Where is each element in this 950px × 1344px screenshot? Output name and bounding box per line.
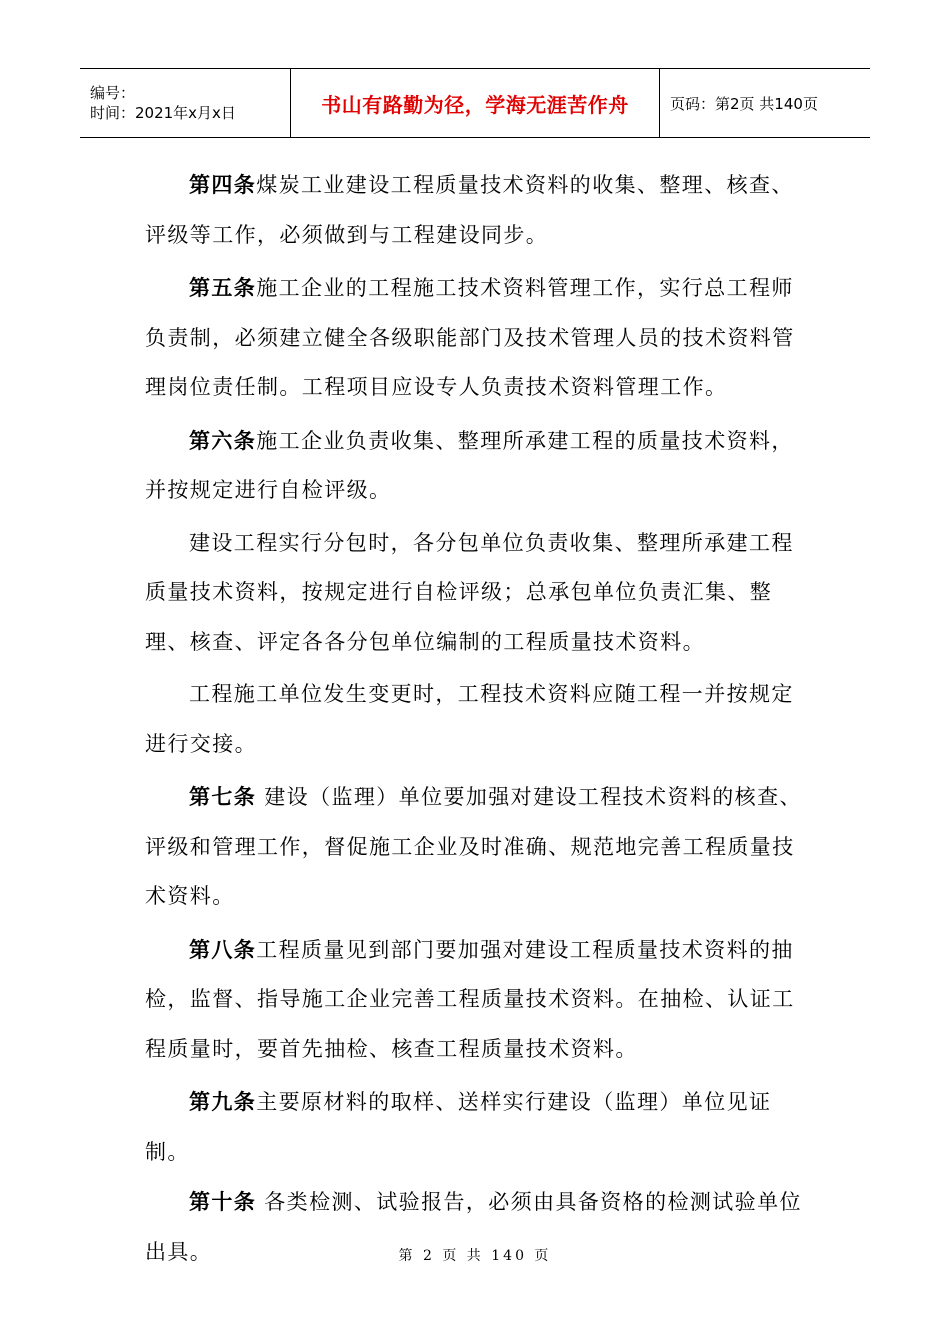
paragraph-text: 建设工程实行分包时，各分包单位负责收集、整理所承建工程质量技术资料，按规定进行自检评级；总承包单位负责汇集、整理、核查、评定各各分包单位编制的工程质量技术资料。 [145,530,794,654]
article-5 [145,263,805,413]
article-lead: 第八条 [189,936,257,962]
article-lead: 第九条 [189,1089,257,1114]
header-motto: 书山有路勤为径，学海无涯苦作舟 [321,92,629,117]
article-lead: 第七条 [189,784,257,809]
article-text: 煤炭工业建设工程质量技术资料的收集、整理、核查、评级等工作，必须做到与工程建设同步。 [145,173,794,247]
header-motto-cell [291,69,660,137]
header-page-info: 页码：第2页 共140页 [670,94,818,113]
article-lead: 第六条 [189,427,257,453]
article-text: 施工企业负责收集、整理所承建工程的质量技术资料，并按规定进行自检评级。 [145,428,794,502]
article-lead: 第四条 [189,172,257,197]
article-text: 施工企业的工程施工技术资料管理工作，实行总工程师负责制，必须建立健全各级职能部门及技术管理人员的技术资料管理岗位责任制。工程项目应设专人负责技术资料管理工作。 [145,276,795,399]
article-text: 工程质量见到部门要加强对建设工程质量技术资料的抽检，监督、指导施工企业完善工程质量技术资料。在抽检、认证工程质量时，要首先抽检、核查工程质量技术资料。 [145,937,795,1061]
document-date: 时间：2021年x月x日 [90,104,236,122]
page-footer: 第 2 页 共 140 页 [398,1248,552,1264]
paragraph-text: 工程施工单位发生变更时，工程技术资料应随工程一并按规定进行交接。 [145,682,794,756]
paragraph-subcontract [145,519,805,668]
header-meta [80,69,291,137]
article-lead: 第五条 [189,275,257,300]
article-text: 建设（监理）单位要加强对建设工程技术资料的核查、评级和管理工作，督促施工企业及时准确、规范地完善工程质量技术资料。 [145,785,802,908]
header-page-cell [660,69,870,137]
article-text: 各类检测、试验报告，必须由具备资格的检测试验单位出具。 [145,1190,802,1264]
article-7 [145,772,805,922]
article-lead: 第十条 [189,1189,257,1214]
article-text: 主要原材料的取样、送样实行建设（监理）单位见证制。 [145,1090,772,1164]
page-header [80,68,870,138]
document-body [145,160,805,1277]
article-9 [145,1077,805,1177]
article-4 [145,160,805,260]
document-number-label: 编号： [90,84,136,102]
paragraph-handover [145,670,805,769]
article-8 [145,925,805,1075]
article-6 [145,416,805,516]
